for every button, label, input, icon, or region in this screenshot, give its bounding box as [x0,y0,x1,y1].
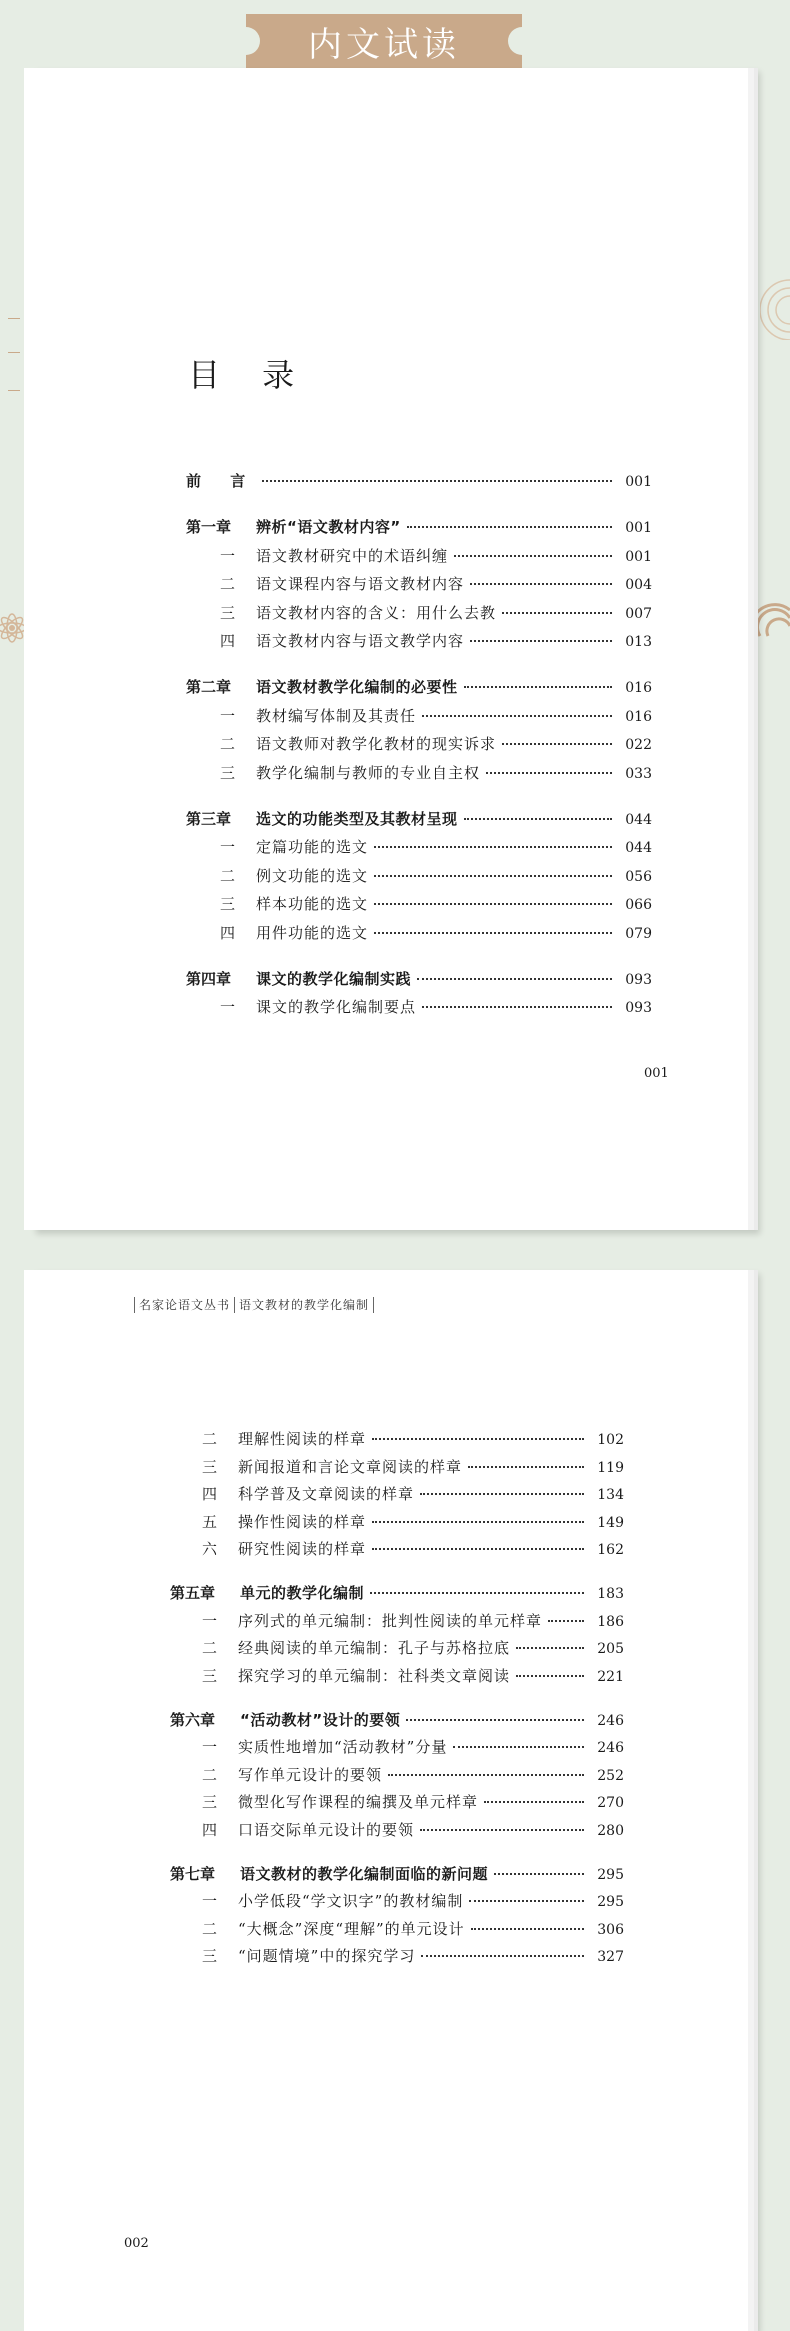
leader-dots [374,875,612,877]
toc-number: 四 [202,1485,218,1503]
toc-title: “大概念”深度“理解”的单元设计 [238,1919,465,1938]
leader-dots [470,583,612,585]
toc-number: 三 [220,603,236,622]
toc-page-number: 079 [625,925,652,942]
leader-dots [516,1647,584,1649]
toc-title: 样本功能的选文 [256,895,369,913]
toc-page-number: 013 [625,634,652,650]
toc-section-row [220,922,652,942]
toc-section-row [202,1456,624,1476]
toc-page-number: 016 [625,708,652,725]
toc-page-number: 246 [597,1740,624,1756]
leader-dots [421,1955,584,1957]
toc-title: 操作性阅读的样章 [238,1512,367,1531]
toc-number: 二 [220,575,236,593]
toc-title: 课文的教学化编制实践 [256,969,412,988]
toc-number: 二 [220,866,236,885]
leader-dots [372,1438,584,1440]
book-title: 语文教材的教学化编制 [239,1298,370,1312]
leader-dots [262,480,612,482]
toc-preface-row [186,470,652,490]
toc-section-row [220,893,652,913]
toc-number: 第六章 [170,1710,216,1729]
toc-number: 四 [220,632,236,650]
toc-page-number: 246 [597,1712,624,1729]
leader-dots [469,1900,584,1902]
leader-dots [464,818,612,820]
toc-title: 语文教材的教学化编制面临的新问题 [240,1864,489,1883]
toc-page-number: 134 [597,1487,624,1503]
toc-number: 第二章 [186,678,232,696]
toc-title: 实质性地增加“活动教材”分量 [238,1738,448,1756]
toc-page-number: 221 [597,1668,624,1685]
toc-page-number: 280 [597,1822,624,1839]
leader-dots [468,1466,584,1468]
toc-section-row [220,865,652,885]
toc-section-row [202,1736,624,1756]
leader-dots [502,612,612,614]
leader-dots [454,555,612,557]
header-banner [246,14,522,68]
toc-page-2 [24,1270,748,2331]
toc-number: 六 [202,1540,218,1558]
leader-dots [372,1521,584,1523]
toc-chapter-row [170,1863,624,1883]
toc-page-number: 295 [597,1866,624,1883]
toc-number: 三 [202,1793,218,1811]
page-number: 001 [644,1066,669,1081]
toc-title: 例文功能的选文 [256,866,369,885]
toc-number: 三 [220,895,236,913]
toc-page-number: 252 [597,1767,624,1784]
side-deco-line [8,318,20,319]
toc-page-number: 205 [597,1641,624,1657]
toc-section-row [202,1665,624,1685]
toc-page-number: 186 [597,1613,624,1630]
toc-title: 理解性阅读的样章 [238,1430,367,1448]
toc-page-number: 001 [625,474,652,490]
leader-dots [422,1006,612,1008]
toc-section-row [220,705,652,725]
toc-number: 三 [202,1947,218,1965]
leader-dots [486,772,612,774]
side-deco-line [8,390,20,391]
toc-section-row [202,1890,624,1910]
toc-section-row [220,762,652,782]
toc-title: 语文教材教学化编制的必要性 [256,678,458,696]
running-head [134,1296,374,1313]
toc-page-number: 044 [625,840,652,856]
toc-number: 前 言 [186,472,258,490]
toc-title: 语文教材研究中的术语纠缠 [256,546,449,565]
toc-section-row [202,1819,624,1839]
leader-dots [420,1493,584,1495]
leader-dots [374,903,612,905]
toc-title: 微型化写作课程的编撰及单元样章 [238,1793,479,1811]
toc-title: 序列式的单元编制：批判性阅读的单元样章 [238,1611,543,1630]
toc-title: 用件功能的选文 [256,923,369,942]
toc-chapter-row [170,1709,624,1729]
leader-dots [370,1592,584,1594]
toc-title: 教材编写体制及其责任 [256,706,417,725]
toc-section-row [220,836,652,856]
toc-title: 小学低段“学文识字”的教材编制 [238,1892,464,1910]
page-title: 目 录 [188,356,311,394]
leader-dots [484,1801,584,1803]
toc-section-row [202,1428,624,1448]
toc-title: 语文课程内容与语文教材内容 [256,575,465,593]
toc-chapter-row [186,968,652,988]
toc-chapter-row [186,516,652,536]
arc-deco-icon [760,270,790,340]
toc-title: 科学普及文章阅读的样章 [238,1485,415,1503]
toc-page-number: 004 [625,577,652,593]
leader-dots [453,1746,584,1748]
toc-page-number: 306 [597,1921,624,1938]
arc-deco-icon [748,590,790,640]
toc-title: 语文教材内容与语文教学内容 [256,632,465,650]
leader-dots [471,1928,584,1930]
toc-title: 教学化编制与教师的专业自主权 [256,763,481,782]
toc-number: 一 [202,1611,218,1630]
toc-section-row [202,1483,624,1503]
toc-chapter-row [170,1582,624,1602]
leader-dots [420,1829,584,1831]
leader-dots [548,1620,584,1622]
toc-number: 三 [202,1666,218,1685]
leader-dots [406,1719,584,1721]
leader-dots [422,715,612,717]
toc-title: 课文的教学化编制要点 [256,998,417,1016]
toc-title: 新闻报道和言论文章阅读的样章 [238,1457,463,1476]
toc-number: 二 [202,1430,218,1448]
banner-title: 内文试读 [308,24,460,65]
series-name: 名家论语文丛书 [139,1298,231,1312]
toc-section-row [202,1538,624,1558]
toc-title: 研究性阅读的样章 [238,1540,367,1558]
toc-number: 一 [220,838,236,856]
leader-dots [388,1774,584,1776]
toc-page-number: 007 [625,605,652,622]
toc-page-number: 119 [597,1459,624,1476]
leader-dots [502,743,612,745]
toc-title: 口语交际单元设计的要领 [238,1820,415,1839]
toc-section-row [220,602,652,622]
toc-number: 三 [202,1457,218,1476]
toc-title: “问题情境”中的探究学习 [238,1947,416,1965]
toc-number: 第一章 [186,518,232,536]
toc-number: 一 [202,1892,218,1910]
toc-title: 探究学习的单元编制：社科类文章阅读 [238,1666,511,1685]
toc-page-number: 149 [597,1514,624,1531]
toc-page-number: 001 [625,548,652,565]
toc-title: 写作单元设计的要领 [238,1765,383,1784]
toc-title: 经典阅读的单元编制：孔子与苏格拉底 [238,1639,511,1657]
toc-chapter-row [186,808,652,828]
toc-section-row [220,996,652,1016]
toc-page-number: 270 [597,1795,624,1811]
leader-dots [374,932,612,934]
toc-number: 第五章 [170,1584,216,1602]
toc-page-number: 033 [625,765,652,782]
toc-number: 第四章 [186,969,232,988]
toc-page-number: 327 [597,1949,624,1965]
toc-page-number: 102 [597,1432,624,1448]
toc-title: 语文教材内容的含义：用什么去教 [256,603,497,622]
toc-title: 单元的教学化编制 [240,1584,365,1602]
side-deco-line [8,352,20,353]
toc-page-number: 066 [625,897,652,913]
toc-section-row [220,630,652,650]
toc-title: 语文教师对教学化教材的现实诉求 [256,735,497,753]
toc-number: 第七章 [170,1864,216,1883]
toc-title: 选文的功能类型及其教材呈现 [256,809,458,828]
toc-number: 二 [202,1639,218,1657]
leader-dots [494,1873,584,1875]
leader-dots [417,978,612,980]
toc-page-number: 162 [597,1542,624,1558]
toc-number: 三 [220,763,236,782]
toc-page-1 [24,68,748,1230]
leader-dots [372,1548,584,1550]
toc-number: 二 [220,735,236,753]
toc-chapter-row [186,676,652,696]
toc-page-number: 022 [625,737,652,753]
toc-number: 一 [220,706,236,725]
toc-title: 定篇功能的选文 [256,838,369,856]
page-number: 002 [124,2236,149,2251]
toc-page-number: 093 [625,1000,652,1016]
toc-section-row [202,1791,624,1811]
toc-page-number: 001 [625,520,652,536]
toc-section-row [202,1610,624,1630]
toc-page-number: 016 [625,680,652,696]
toc-section-row [202,1918,624,1938]
toc-title: “活动教材”设计的要领 [240,1710,401,1729]
toc-section-row [202,1764,624,1784]
leader-dots [464,686,612,688]
toc-page-number: 093 [625,971,652,988]
leader-dots [470,640,612,642]
toc-section-row [220,545,652,565]
leader-dots [516,1675,584,1677]
toc-number: 二 [202,1919,218,1938]
toc-section-row [202,1511,624,1531]
toc-number: 一 [220,546,236,565]
toc-number: 第三章 [186,809,232,828]
toc-number: 一 [220,998,236,1016]
toc-page-number: 183 [597,1586,624,1602]
toc-number: 一 [202,1738,218,1756]
toc-number: 四 [220,923,236,942]
toc-number: 五 [202,1512,218,1531]
toc-page-number: 056 [625,868,652,885]
toc-section-row [220,573,652,593]
toc-section-row [202,1637,624,1657]
toc-title: 辨析“语文教材内容” [256,518,401,536]
toc-page-number: 044 [625,811,652,828]
leader-dots [374,846,612,848]
toc-number: 四 [202,1820,218,1839]
toc-section-row [220,733,652,753]
toc-section-row [202,1945,624,1965]
leader-dots [407,526,612,528]
toc-page-number: 295 [597,1894,624,1910]
toc-number: 二 [202,1765,218,1784]
